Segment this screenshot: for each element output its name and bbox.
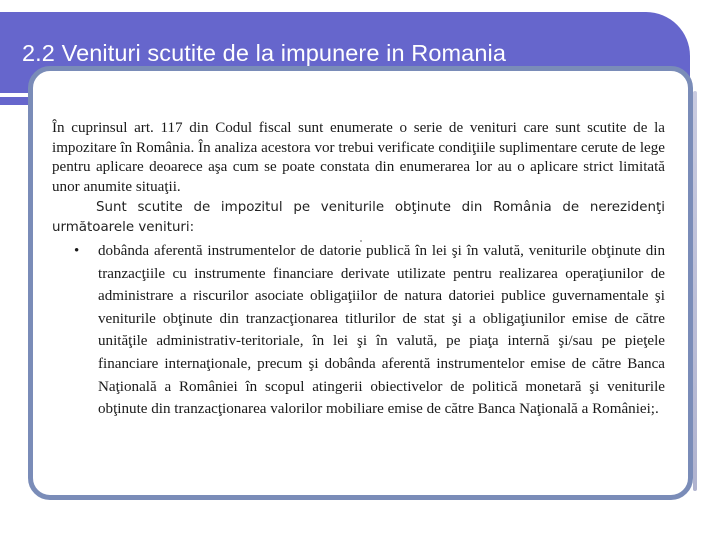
- bullet-icon: •: [74, 243, 80, 259]
- intro-paragraph: În cuprinsul art. 117 din Codul fiscal sunt enumerate o serie de venituri care sunt scutite de la impozitare în România. În analiza acestora vor trebui verificate condiţiile suplimentare cerute de lege pentru aplicare deoarece aşa cum se poate constata din enumerarea lor au o aplicare strict limitată unor anumite situaţii.: [52, 120, 665, 195]
- scan-speck: [360, 240, 362, 242]
- slide-title: 2.2 Venituri scutite de la impunere in Romania: [22, 40, 507, 66]
- scanned-document: [52, 119, 665, 421]
- exemption-intro-paragraph: Sunt scutite de impozitul pe veniturile obţinute din România de nerezidenţi următoarele venituri:: [52, 200, 665, 235]
- list-item-text: dobânda aferentă instrumentelor de datorie publică în lei şi în valută, veniturile obţinute din tranzacţiile cu instrumente financiare derivate utilizate pentru realizarea operaţiunilor de administrare a riscurilor asociate obligaţiilor de natura datoriei publice guvernamentale şi veniturile obţinute din tranzacţionarea titlurilor de stat şi a obligaţiunilor emise de către unităţile administrativ-teritoriale, în lei şi în valută, pe piaţa internă şi/sau pe pieţele financiare internaţionale, precum şi dobânda aferentă instrumentelor emise de către Banca Naţională a României în scopul atingerii obiectivelor de politică monetară şi veniturile obţinute din tranzacţionarea valorilor mobiliare emise de către Banca Naţională a României;.: [98, 243, 665, 418]
- list-item: [52, 240, 665, 421]
